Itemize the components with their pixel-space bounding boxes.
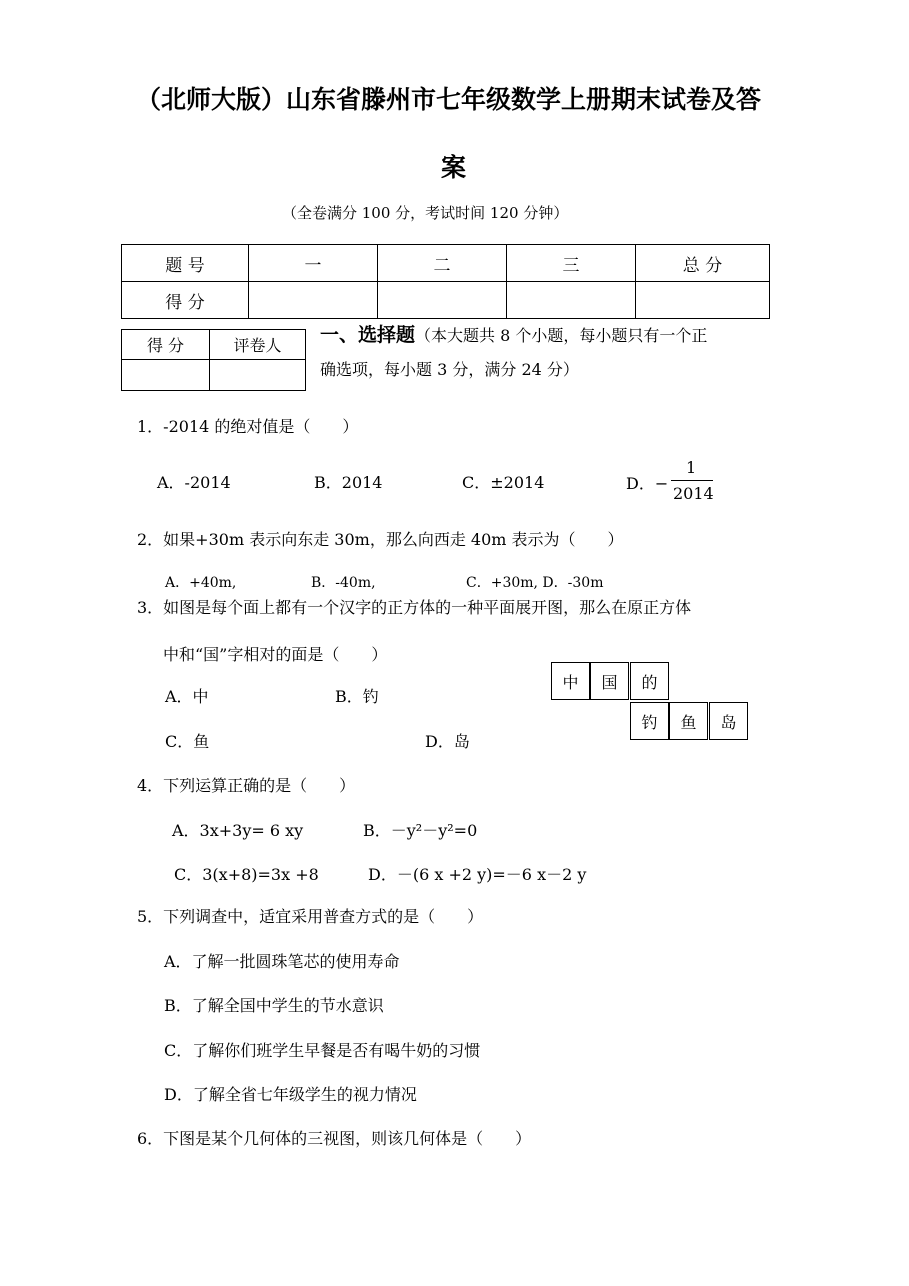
grader-name-cell xyxy=(210,360,306,391)
q1-option-b: B．2014 xyxy=(314,473,383,492)
section1-desc-line1: （本大题共 8 个小题，每小题只有一个正 xyxy=(415,326,708,345)
score-cell-3 xyxy=(507,282,636,319)
q1-option-d-numerator: 1 xyxy=(686,458,697,477)
section1-desc-line2: 确选项，每小题 3 分，满分 24 分） xyxy=(320,360,579,379)
q3-stem-line2: 中和“国”字相对的面是（ ） xyxy=(163,645,388,664)
q2-option-b: B．-40m, xyxy=(311,575,376,591)
q3-option-c: C．鱼 xyxy=(165,732,210,751)
q5-option-b: B．了解全国中学生的节水意识 xyxy=(164,996,384,1015)
score-table-header-1: 一 xyxy=(249,245,378,282)
q1-option-c: C．±2014 xyxy=(462,473,545,492)
page-title-line1: （北师大版）山东省滕州市七年级数学上册期末试卷及答 xyxy=(136,85,762,114)
q3-option-d: D．岛 xyxy=(425,732,470,751)
grader-score-cell xyxy=(122,360,210,391)
q4-stem: 4．下列运算正确的是（ ） xyxy=(137,776,356,795)
net-face-2: 国 xyxy=(590,662,629,700)
grader-table xyxy=(121,329,306,391)
page-title-line2: 案 xyxy=(441,153,467,182)
net-face-1: 中 xyxy=(551,662,590,700)
q1-option-d-denominator: 2014 xyxy=(673,484,714,503)
net-face-6: 岛 xyxy=(709,702,748,740)
q1-stem: 1．-2014 的绝对值是（ ） xyxy=(137,417,359,436)
q3-stem-line1: 3．如图是每个面上都有一个汉字的正方体的一种平面展开图，那么在原正方体 xyxy=(137,598,692,617)
score-table-header-total: 总 分 xyxy=(636,245,770,282)
q1-option-d-prefix: D．− xyxy=(626,474,669,493)
q2-stem: 2．如果+30m 表示向东走 30m，那么向西走 40m 表示为（ ） xyxy=(137,530,624,549)
net-face-3: 的 xyxy=(630,662,669,700)
q6-stem: 6．下图是某个几何体的三视图，则该几何体是（ ） xyxy=(137,1129,532,1148)
q2-option-a: A．+40m, xyxy=(165,575,237,591)
score-table-header-number: 题 号 xyxy=(122,245,249,282)
q4-option-c: C．3(x+8)=3x +8 xyxy=(174,865,319,884)
score-table-row-label: 得 分 xyxy=(122,282,249,319)
fraction-bar xyxy=(671,480,713,481)
score-table-header-3: 三 xyxy=(507,245,636,282)
net-face-5: 鱼 xyxy=(669,702,708,740)
score-table-header-2: 二 xyxy=(378,245,507,282)
grader-name-label: 评卷人 xyxy=(210,330,306,360)
q4-option-b: B．－y²－y²=0 xyxy=(363,821,478,840)
q5-option-a: A．了解一批圆珠笔芯的使用寿命 xyxy=(164,952,400,971)
q5-option-d: D．了解全省七年级学生的视力情况 xyxy=(164,1085,417,1104)
score-cell-1 xyxy=(249,282,378,319)
q1-option-a: A．-2014 xyxy=(157,473,231,492)
exam-subtitle: （全卷满分 100 分，考试时间 120 分钟） xyxy=(282,204,569,222)
score-cell-total xyxy=(636,282,770,319)
q5-option-c: C．了解你们班学生早餐是否有喝牛奶的习惯 xyxy=(164,1041,481,1060)
q5-stem: 5．下列调查中，适宜采用普查方式的是（ ） xyxy=(137,907,484,926)
q4-option-a: A．3x+3y= 6 xy xyxy=(172,821,304,840)
q3-option-a: A．中 xyxy=(165,687,209,706)
score-table xyxy=(121,244,770,319)
section1-header xyxy=(320,320,707,347)
net-face-4: 钓 xyxy=(630,702,669,740)
q2-option-cd: C．+30m, D．-30m xyxy=(466,575,604,591)
score-cell-2 xyxy=(378,282,507,319)
q4-option-d: D．－(6 x +2 y)=－6 x－2 y xyxy=(368,865,587,884)
section1-title: 一、选择题 xyxy=(320,324,416,346)
q3-option-b: B．钓 xyxy=(335,687,379,706)
grader-score-label: 得 分 xyxy=(122,330,210,360)
